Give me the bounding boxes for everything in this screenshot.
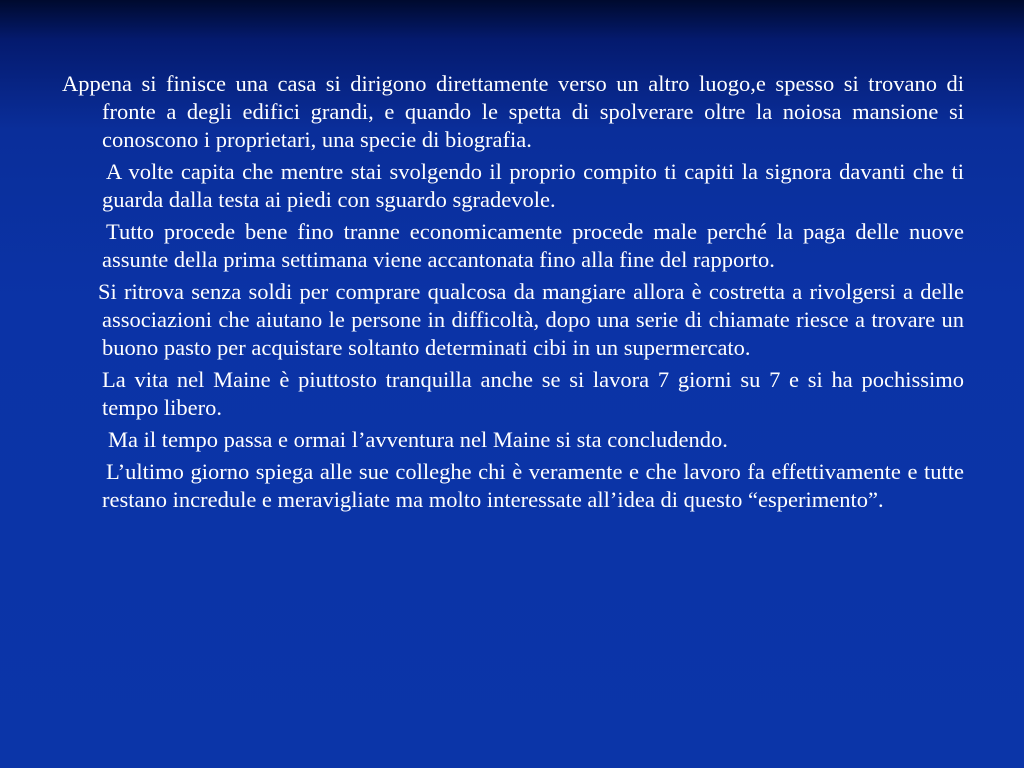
- paragraph-7: L’ultimo giorno spiega alle sue colleghe chi è veramente e che lavoro fa effettivamente e tutte restano incredule e meravigliate ma molto interessate all’idea di questo “esperimento”.: [102, 459, 964, 512]
- paragraph-3: Tutto procede bene fino tranne economicamente procede male perché la paga delle nuove assunte della prima settimana viene accantonata fino alla fine del rapporto.: [102, 219, 964, 272]
- slide-body-text: [62, 70, 964, 518]
- paragraph-4: Si ritrova senza soldi per comprare qualcosa da mangiare allora è costretta a rivolgersi a delle associazioni che aiutano le persone in difficoltà, dopo una serie di chiamate riesce a trovare un buono pasto per acquistare soltanto determinati cibi in un supermercato.: [98, 279, 964, 360]
- paragraph-2: A volte capita che mentre stai svolgendo il proprio compito ti capiti la signora davanti che ti guarda dalla testa ai piedi con sguardo sgradevole.: [102, 159, 964, 212]
- paragraph-6: Ma il tempo passa e ormai l’avventura nel Maine si sta concludendo.: [108, 427, 728, 452]
- paragraph-1: Appena si finisce una casa si dirigono direttamente verso un altro luogo,e spesso si trovano di fronte a degli edifici grandi, e quando le spetta di spolverare oltre la noiosa mansione si conoscono i proprietari, una specie di biografia.: [62, 71, 964, 152]
- paragraph-5: La vita nel Maine è piuttosto tranquilla anche se si lavora 7 giorni su 7 e si ha pochissimo tempo libero.: [102, 367, 964, 420]
